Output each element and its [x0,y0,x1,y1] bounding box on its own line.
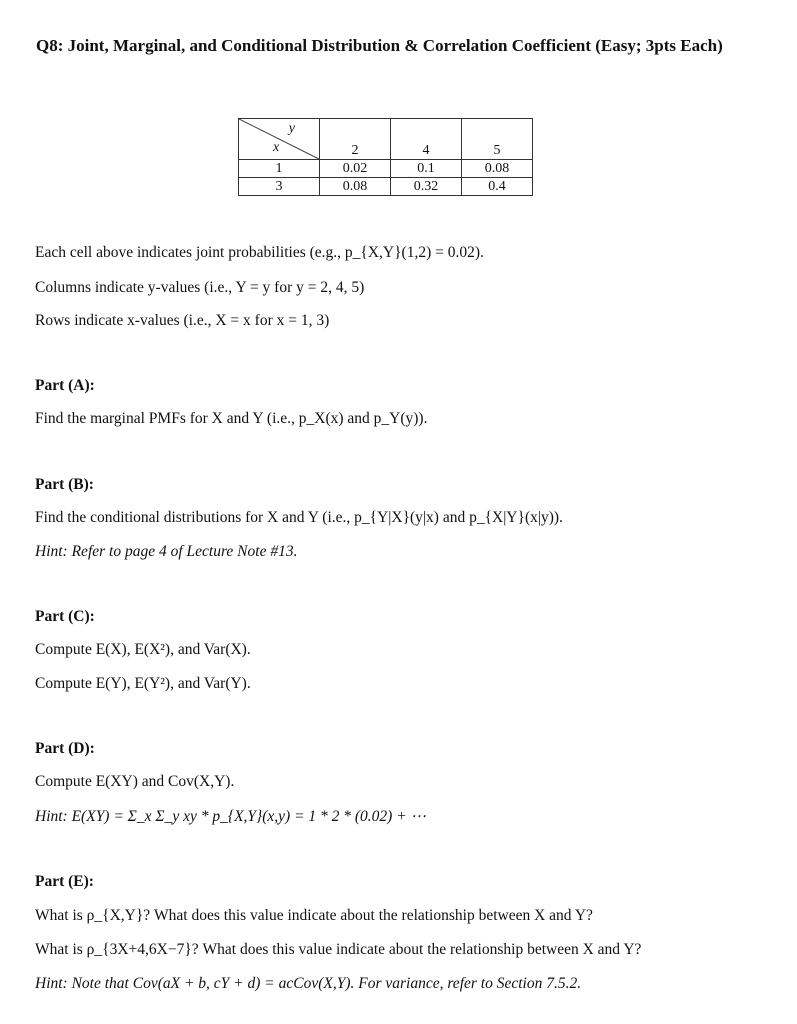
part-e-question-2: What is ρ_{3X+4,6X−7}? What does this value indicate about the relationship between X and Y? [35,941,642,958]
part-e-question-1: What is ρ_{X,Y}? What does this value indicate about the relationship between X and Y? [35,907,593,924]
part-c-line-2: Compute E(Y), E(Y²), and Var(Y). [35,675,251,692]
part-b-hint: Hint: Refer to page 4 of Lecture Note #13. [35,543,298,560]
joint-probability-table [238,118,533,196]
description-line-2: Columns indicate y-values (i.e., Y = y for y = 2, 4, 5) [35,279,365,296]
part-e-hint: Hint: Note that Cov(aX + b, cY + d) = acCov(X,Y). For variance, refer to Section 7.5.2. [35,975,582,992]
part-b-text: Find the conditional distributions for X and Y (i.e., p_{Y|X}(y|x) and p_{X|Y}(x|y)). [35,509,563,526]
y-axis-label: y [288,121,295,136]
probability-cell: 0.4 [462,178,533,196]
table-row [239,178,533,196]
part-a-heading: Part (A): [35,377,95,394]
question-title: Q8: Joint, Marginal, and Conditional Distribution & Correlation Coefficient (Easy; 3pts Each) [36,36,723,55]
part-b-heading: Part (B): [35,476,94,493]
table-corner-header [239,119,320,160]
x-value-label: 3 [239,178,320,196]
y-value-header: 2 [320,119,391,160]
probability-cell: 0.02 [320,160,391,178]
part-c-line-1: Compute E(X), E(X²), and Var(X). [35,641,251,658]
table-row [239,160,533,178]
description-line-3: Rows indicate x-values (i.e., X = x for x = 1, 3) [35,312,330,329]
x-axis-label: x [273,140,280,155]
part-e-heading: Part (E): [35,873,94,890]
probability-cell: 0.1 [391,160,462,178]
part-d-text: Compute E(XY) and Cov(X,Y). [35,773,235,790]
description-line-1: Each cell above indicates joint probabilities (e.g., p_{X,Y}(1,2) = 0.02). [35,244,484,261]
part-d-hint: Hint: E(XY) = Σ_x Σ_y xy * p_{X,Y}(x,y) = 1 * 2 * (0.02) + ⋯ [35,808,427,825]
probability-cell: 0.08 [462,160,533,178]
probability-cell: 0.08 [320,178,391,196]
part-c-heading: Part (C): [35,608,95,625]
part-d-heading: Part (D): [35,740,95,757]
y-value-header: 4 [391,119,462,160]
y-value-header: 5 [462,119,533,160]
x-value-label: 1 [239,160,320,178]
part-a-text: Find the marginal PMFs for X and Y (i.e., p_X(x) and p_Y(y)). [35,410,428,427]
probability-cell: 0.32 [391,178,462,196]
